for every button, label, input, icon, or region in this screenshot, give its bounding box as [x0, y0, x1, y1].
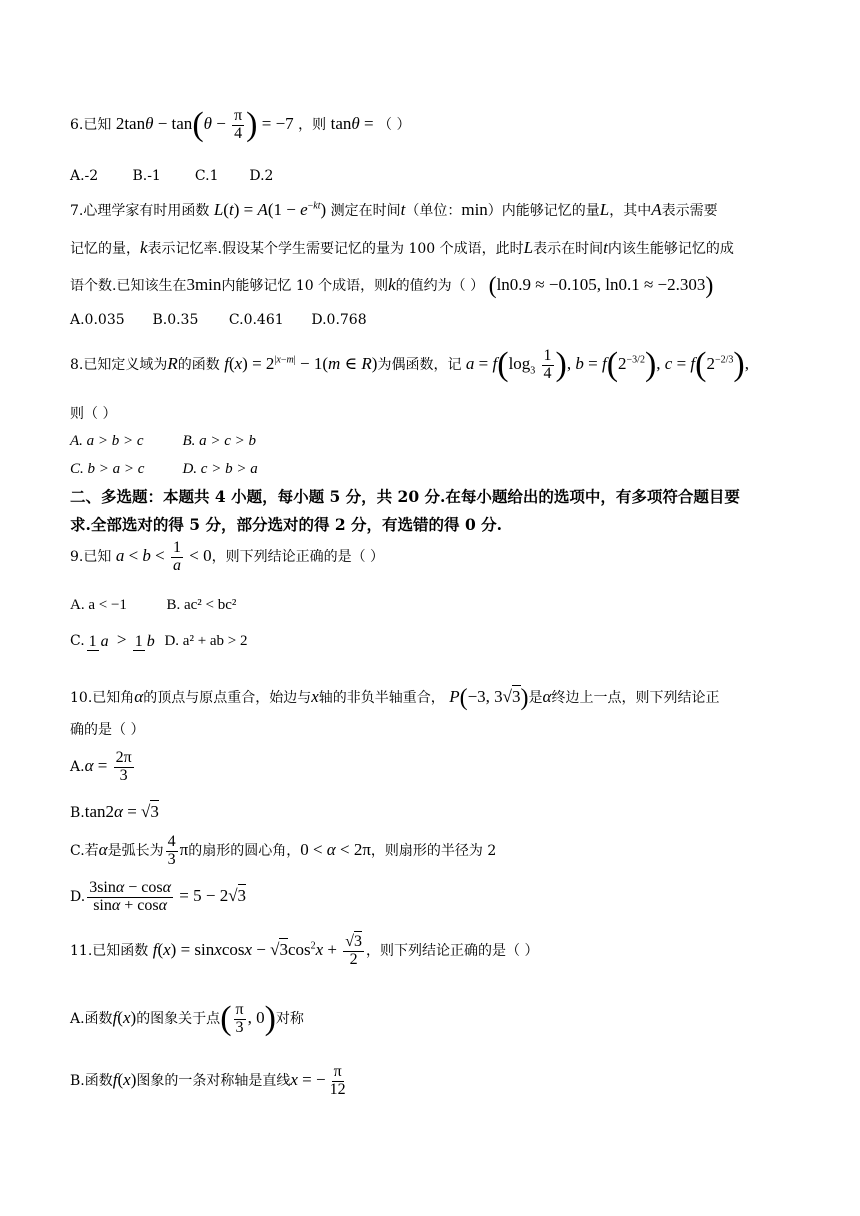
- q7-var-A: A: [651, 200, 662, 219]
- q8-text-3: 为偶函数，记: [377, 357, 462, 374]
- q8-options-row-1: [70, 432, 256, 450]
- q8-option-d: D. c > b > a: [182, 461, 258, 477]
- q10-text-1: 10.已知角: [70, 689, 135, 706]
- q7-option-a: A.0.035: [70, 312, 125, 328]
- q7-option-b: B.0.35: [152, 312, 199, 328]
- q8-option-c: C. b > a > c: [70, 461, 145, 477]
- q7-var-L: L: [599, 200, 610, 219]
- q7-text-10: 内该生能够记忆的成: [607, 241, 734, 257]
- q11-function: f(x) = sinxcosx − $√3\cos^2x$ + $\frac{√3}{2}$: [152, 933, 363, 968]
- question-7-line-2: [70, 238, 734, 258]
- q7-text-4: ）内能够记忆的量: [487, 203, 600, 219]
- question-10-line-1: [70, 686, 719, 710]
- q7-var-L2: L: [523, 238, 534, 257]
- q10-text-4: 是: [528, 689, 543, 706]
- q10-option-b: B.tan2α = √3: [70, 802, 159, 821]
- q6-option-d: D.2: [249, 168, 274, 184]
- question-7-line-1: [70, 200, 718, 220]
- q7-text-8: 表示记忆率.假设某个学生需要记忆的量为 100 个成语，此时: [147, 241, 524, 257]
- q7-time: 3min: [186, 274, 222, 294]
- q9-text-2: ，则下列结论正确的是（ ）: [211, 549, 385, 566]
- q7-var-k2: k: [388, 274, 396, 294]
- q6-option-a: A.-2: [70, 168, 99, 184]
- q7-text-12: 内能够记忆 10 个成语，则: [221, 277, 389, 294]
- q7-text-9: 表示在时间: [533, 241, 604, 257]
- q7-text-1: 7.心理学家有时用函数: [70, 203, 210, 219]
- q8-function: $f(x) = 2^{|x-m|} - 1(m$ ∈ R): [224, 354, 378, 374]
- section-2-heading-line-1: 二、多选题：本题共 4 小题，每小题 5 分，共 20 分.在每小题给出的选项中，有多项符合题目要: [70, 487, 740, 506]
- q6-option-b: B.-1: [132, 168, 161, 184]
- question-9: [70, 540, 384, 575]
- q10-text-3: 轴的非负半轴重合，: [318, 689, 445, 706]
- q9-option-a: A. a < −1: [70, 597, 127, 613]
- q7-text-13: 的值约为（ ）: [395, 277, 485, 294]
- q11-option-a: A.函数f(x)的图象关于点( $\frac{\pi}{3}$ , 0)对称: [70, 1000, 304, 1038]
- q10-text-2: 的顶点与原点重合，始边与: [143, 689, 312, 706]
- q7-text-11: 语个数.已知该生在: [70, 277, 187, 294]
- q9-inequality: a < b < $\frac{1}{a}$ < 0: [115, 539, 212, 574]
- q9-option-b: B. ac² < bc²: [166, 597, 237, 613]
- q8-abc: $a = f(\log_3$ $\frac{1}{4}$ ), $b = f(2^{-3/2})$, $c = f(2^{-2/3})$,: [465, 346, 749, 384]
- q8-text-2: 的函数: [177, 357, 220, 374]
- q9-option-d: D. a² + ab > 2: [164, 633, 248, 649]
- q6-blank: （ ）: [378, 117, 411, 134]
- q7-text-5: ，其中: [609, 203, 652, 219]
- q10-option-c: C.若α是弧长为 $\frac{4}{3}$ π的扇形的圆心角，0 < α < 2π，则扇形的半径为 2: [70, 833, 497, 868]
- q7-function: $L(t) = A(1 - e^{-kt})$: [213, 200, 327, 219]
- question-11: [70, 934, 539, 969]
- q7-var-k: k: [140, 238, 148, 257]
- q11-text-1: 11.已知函数: [70, 943, 149, 960]
- q9-option-c: C. 1 a > 1 b: [70, 630, 155, 650]
- question-7-line-3: [70, 274, 713, 298]
- q7-text-6: 表示需要: [661, 203, 718, 219]
- q11-option-b: B.函数f(x)图象的一条对称轴是直线x = − $\frac{\pi}{12}$: [70, 1063, 346, 1098]
- q9-options-row-2: [70, 630, 248, 651]
- q8-text-1: 8.已知定义域为: [70, 357, 168, 374]
- q7-ln-values: (ln0.9 ≈ −0.105, ln0.1 ≈ −2.303): [488, 273, 714, 299]
- q6-option-c: C.1: [194, 168, 219, 184]
- q10-alpha: α: [134, 686, 144, 706]
- q8-option-a: A. a > b > c: [70, 433, 144, 449]
- q6-equation: 2tanθ − tan(θ − $\frac{\pi}{4}$ ) = −7: [115, 106, 294, 144]
- q8-R: R: [167, 354, 178, 374]
- q7-var-t: t: [400, 200, 406, 219]
- q10-option-d: D. $\frac{3\sin\alpha - \cos\alpha}{\sin\alpha + \cos\alpha}$ = 5 − 2√3: [70, 879, 247, 914]
- q10-option-a: A.α = $\frac{2\pi}{3}$: [70, 749, 132, 784]
- q8-options-row-2: [70, 460, 258, 478]
- q10-line-2: 确的是（ ）: [70, 722, 145, 738]
- q6-suffix: ，则: [298, 117, 327, 134]
- q7-unit: min: [461, 200, 488, 219]
- q7-var-t2: t: [603, 238, 608, 257]
- q10-x: x: [311, 686, 319, 706]
- q7-text-2: 测定在时间: [330, 203, 401, 219]
- q6-prefix: 6.已知: [70, 117, 112, 134]
- q9-options-row-1: [70, 596, 236, 614]
- q7-option-d: D.0.768: [311, 312, 367, 328]
- q8-option-b: B. a > c > b: [182, 433, 257, 449]
- q7-options: [70, 312, 367, 329]
- q10-alpha-2: α: [542, 686, 552, 706]
- q7-text-3: （单位：: [405, 203, 462, 219]
- q6-target: tanθ =: [330, 114, 374, 134]
- q7-text-7: 记忆的量，: [70, 241, 140, 257]
- question-6: [70, 108, 410, 143]
- question-8: [70, 348, 749, 383]
- q11-text-2: ，则下列结论正确的是（ ）: [366, 943, 539, 960]
- q6-options: [70, 168, 273, 185]
- q10-point: P(−3, 3√3): [449, 685, 529, 711]
- q7-option-c: C.0.461: [228, 312, 284, 328]
- q8-then: 则（ ）: [70, 406, 117, 422]
- q9-text-1: 9.已知: [70, 549, 112, 566]
- q10-text-5: 终边上一点，则下列结论正: [551, 689, 720, 706]
- section-2-heading-line-2: 求.全部选对的得 5 分，部分选对的得 2 分，有选错的得 0 分.: [70, 515, 503, 534]
